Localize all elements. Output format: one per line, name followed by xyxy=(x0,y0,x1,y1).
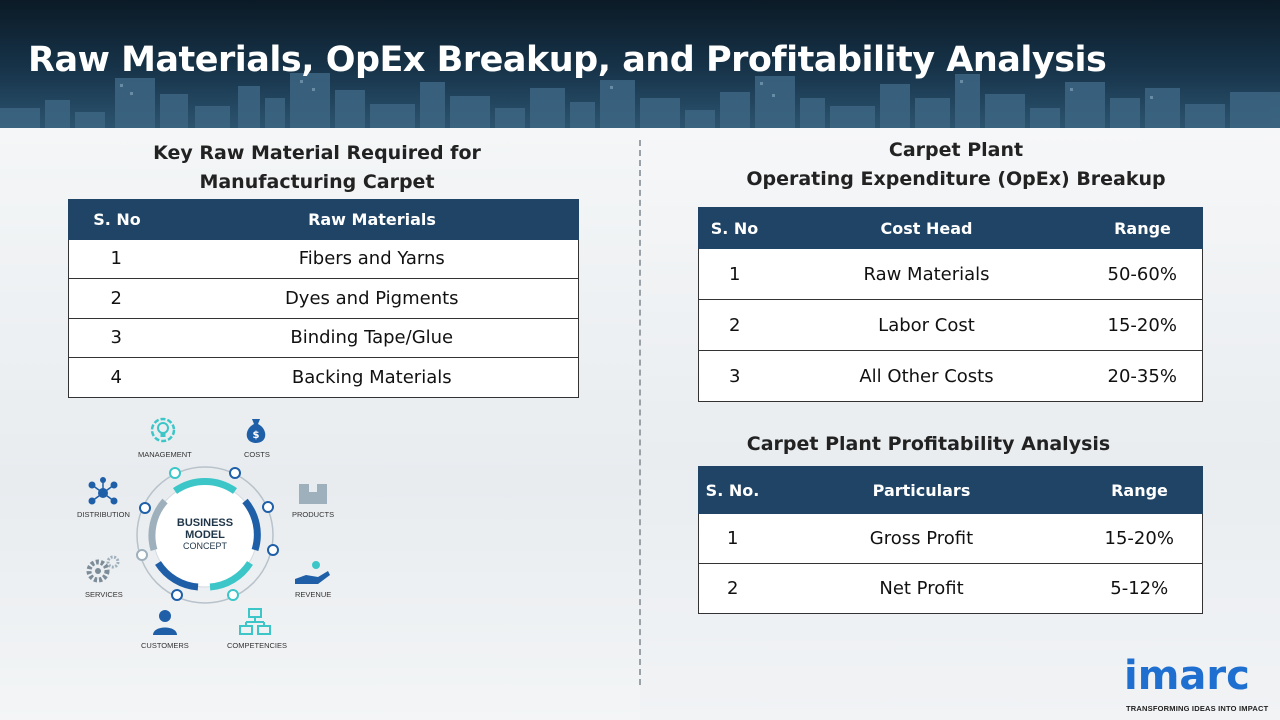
column-header-raw-materials: Raw Materials xyxy=(166,200,579,240)
header-banner xyxy=(0,0,1280,128)
cost-head: All Other Costs xyxy=(771,351,1083,402)
column-header-sno: S. No xyxy=(69,200,166,240)
lightbulb-gear-icon xyxy=(148,415,178,445)
label-revenue: REVENUE xyxy=(295,590,332,599)
label-services: SERVICES xyxy=(85,590,123,599)
logo-wordmark: imarc xyxy=(1124,653,1250,699)
cost-range: 15-20% xyxy=(1083,300,1203,351)
column-header-cost-head: Cost Head xyxy=(771,208,1083,249)
center-line-1: BUSINESS xyxy=(176,517,234,529)
raw-material-name: Fibers and Yarns xyxy=(166,239,579,279)
box-icon xyxy=(296,479,330,507)
row-number: 1 xyxy=(69,239,166,279)
opex-heading xyxy=(700,136,1212,194)
person-icon xyxy=(148,607,182,637)
label-customers: CUSTOMERS xyxy=(141,641,189,650)
org-chart-icon xyxy=(238,607,272,637)
raw-material-name: Binding Tape/Glue xyxy=(166,318,579,358)
cost-head: Labor Cost xyxy=(771,300,1083,351)
row-number: 2 xyxy=(699,300,771,351)
table-header-row xyxy=(699,208,1203,249)
row-number: 3 xyxy=(699,351,771,402)
center-line-2: MODEL xyxy=(185,529,225,541)
profit-range: 15-20% xyxy=(1077,514,1203,564)
cost-head: Raw Materials xyxy=(771,249,1083,300)
column-header-range: Range xyxy=(1083,208,1203,249)
money-bag-icon xyxy=(242,415,270,445)
raw-materials-table xyxy=(68,199,579,398)
label-competencies: COMPETENCIES xyxy=(227,641,288,650)
table-row xyxy=(699,249,1203,300)
business-model-diagram xyxy=(70,405,340,660)
column-header-sno: S. No xyxy=(699,208,771,249)
table-row xyxy=(699,564,1203,614)
row-number: 1 xyxy=(699,249,771,300)
network-icon xyxy=(84,477,122,509)
opex-heading-line-2: Operating Expenditure (OpEx) Breakup xyxy=(746,168,1166,190)
business-model-center xyxy=(165,517,245,552)
raw-material-name: Backing Materials xyxy=(166,358,579,398)
table-row xyxy=(69,239,579,279)
table-header-row xyxy=(699,467,1203,514)
raw-materials-heading: Key Raw Material Required for Manufacturing Carpet xyxy=(153,142,481,193)
raw-material-name: Dyes and Pigments xyxy=(166,279,579,319)
table-row xyxy=(699,514,1203,564)
row-number: 1 xyxy=(699,514,767,564)
column-header-particulars: Particulars xyxy=(767,467,1077,514)
column-header-sno: S. No. xyxy=(699,467,767,514)
profit-range: 5-12% xyxy=(1077,564,1203,614)
row-number: 4 xyxy=(69,358,166,398)
particular-name: Gross Profit xyxy=(767,514,1077,564)
row-number: 2 xyxy=(69,279,166,319)
table-row xyxy=(69,318,579,358)
gears-icon xyxy=(84,553,122,585)
label-management: MANAGEMENT xyxy=(138,450,192,459)
cost-range: 50-60% xyxy=(1083,249,1203,300)
hand-coin-icon xyxy=(292,557,332,589)
page-title: Raw Materials, OpEx Breakup, and Profitability Analysis xyxy=(28,40,1107,80)
label-products: PRODUCTS xyxy=(292,510,335,519)
profitability-table xyxy=(698,466,1203,614)
table-row xyxy=(69,279,579,319)
table-row xyxy=(69,358,579,398)
particular-name: Net Profit xyxy=(767,564,1077,614)
row-number: 3 xyxy=(69,318,166,358)
table-row xyxy=(699,351,1203,402)
svg-text:$: $ xyxy=(252,430,260,441)
dashed-divider xyxy=(639,140,641,685)
row-number: 2 xyxy=(699,564,767,614)
table-row xyxy=(699,300,1203,351)
label-costs: COSTS xyxy=(244,450,270,459)
table-header-row xyxy=(69,200,579,240)
logo-tagline: TRANSFORMING IDEAS INTO IMPACT xyxy=(1126,704,1269,713)
opex-heading-line-1: Carpet Plant xyxy=(888,139,1024,161)
imarc-logo xyxy=(1124,652,1274,718)
profitability-heading: Carpet Plant Profitability Analysis xyxy=(746,433,1111,455)
opex-table xyxy=(698,207,1203,402)
cost-range: 20-35% xyxy=(1083,351,1203,402)
center-line-3: CONCEPT xyxy=(182,541,227,551)
column-header-range: Range xyxy=(1077,467,1203,514)
label-distribution: DISTRIBUTION xyxy=(77,510,130,519)
